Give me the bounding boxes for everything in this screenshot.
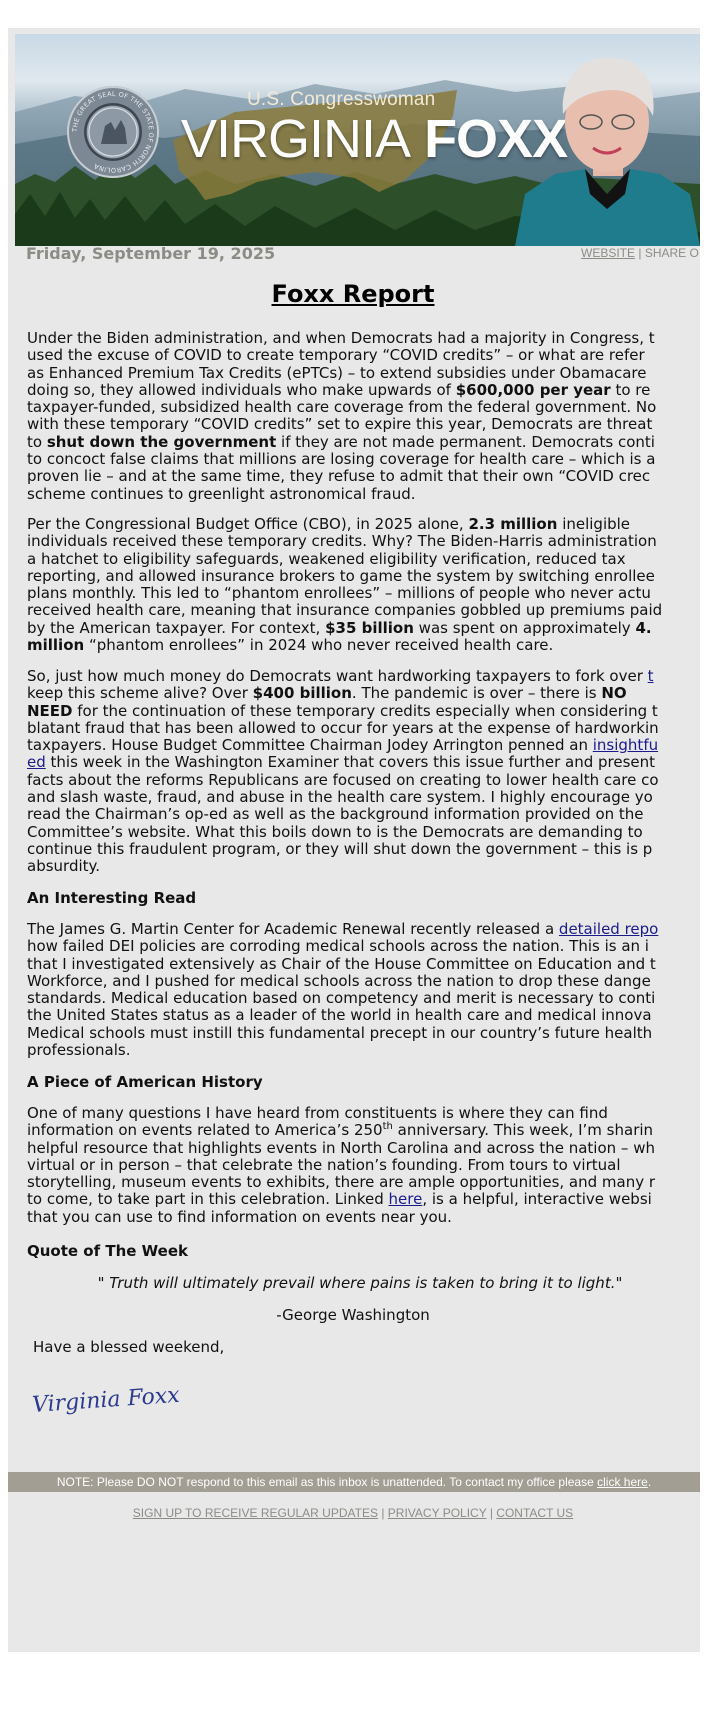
text-span: . The pandemic is over – there is bbox=[351, 684, 602, 703]
privacy-policy-link[interactable]: PRIVACY POLICY bbox=[387, 1506, 487, 1520]
text-line: and slash waste, fraud, and abuse in the health care system. I highly encourage yo bbox=[27, 788, 653, 807]
text-line bbox=[27, 516, 717, 533]
text-line bbox=[27, 921, 717, 938]
text-line: proven lie – and at the same time, they refuse to admit that their own “COVID crec bbox=[27, 467, 651, 486]
banner-subtitle: U.S. Congresswoman bbox=[247, 89, 436, 110]
superscript: th bbox=[382, 1121, 393, 1133]
quote-text: " Truth will ultimately prevail where pains is taken to bring it to light." bbox=[97, 1274, 623, 1292]
website-link[interactable]: WEBSITE bbox=[581, 246, 636, 260]
text-span: So, just how much money do Democrats want hardworking taxpayers to fork over bbox=[27, 667, 648, 685]
text-span: to come, to take part in this celebration. Linked bbox=[27, 1190, 389, 1209]
notice-text: NOTE: Please DO NOT respond to this email as this inbox is unattended. To contact my office please bbox=[56, 1475, 598, 1489]
text-line: that you can use to find information on events near you. bbox=[27, 1207, 452, 1226]
bold-text: $600,000 per year bbox=[455, 380, 611, 399]
paragraph-400-billion bbox=[27, 668, 717, 876]
text-line: facts about the reforms Republicans are focused on creating to lower health care co bbox=[27, 770, 659, 789]
seal-text: THE GREAT SEAL OF THE STATE OF NORTH CAROLINA bbox=[70, 89, 156, 175]
text-line bbox=[27, 1191, 717, 1208]
signature-image bbox=[30, 1370, 181, 1430]
text-line bbox=[27, 434, 717, 451]
bold-text: $400 billion bbox=[252, 684, 352, 703]
text-line: One of many questions I have heard from constituents is where they can find bbox=[27, 1104, 608, 1122]
text-line: scheme continues to greenlight astronomical fraud. bbox=[27, 484, 416, 503]
here-link[interactable]: here bbox=[388, 1190, 423, 1209]
text-line bbox=[27, 685, 717, 702]
top-links-separator: | bbox=[635, 246, 645, 260]
text-span: doing so, they allowed individuals who make upwards of bbox=[27, 380, 456, 399]
paragraph-biden-covid-credits bbox=[27, 330, 717, 503]
notice-bar bbox=[8, 1472, 700, 1492]
text-line bbox=[27, 1122, 717, 1139]
quote-author: -George Washington bbox=[276, 1306, 430, 1324]
text-span: to bbox=[27, 432, 47, 451]
text-span: anniversary. This week, I’m sharin bbox=[392, 1121, 654, 1140]
heading-interesting-read: An Interesting Read bbox=[27, 889, 197, 907]
text-line: helpful resource that highlights events in North Carolina and across the nation – wh bbox=[27, 1138, 655, 1157]
signup-link[interactable]: SIGN UP TO RECEIVE REGULAR UPDATES bbox=[132, 1506, 378, 1520]
text-line: individuals received these temporary credits. Why? The Biden-Harris administration bbox=[27, 532, 657, 551]
text-line: virtual or in person – that celebrate the nation’s founding. From tours to virtual bbox=[27, 1155, 621, 1174]
text-line: plans monthly. This led to “phantom enrollees” – millions of people who never actu bbox=[27, 584, 651, 603]
text-line: that I investigated extensively as Chair of the House Committee on Education and t bbox=[27, 954, 656, 973]
text-span: ineligible bbox=[557, 515, 631, 533]
banner-name bbox=[181, 109, 568, 169]
text-line: continue this fraudulent program, or they will shut down the government – this is p bbox=[27, 839, 653, 858]
text-span: “phantom enrollees” in 2024 who never received health care. bbox=[84, 636, 554, 655]
text-line: how failed DEI policies are corroding medical schools across the nation. This is an i bbox=[27, 937, 649, 956]
report-title: Foxx Report bbox=[271, 280, 435, 308]
notice-end: . bbox=[647, 1475, 652, 1489]
paragraph-cbo-phantom-enrollees bbox=[27, 516, 717, 654]
text-line bbox=[27, 703, 717, 720]
bold-text: 4. bbox=[635, 618, 652, 637]
text-span: The James G. Martin Center for Academic Renewal recently released a bbox=[27, 920, 559, 938]
text-span: information on events related to America’s 250 bbox=[27, 1121, 383, 1140]
heading-quote-of-week: Quote of The Week bbox=[27, 1242, 188, 1260]
closing-line: Have a blessed weekend, bbox=[33, 1338, 225, 1356]
contact-us-link[interactable]: CONTACT US bbox=[496, 1506, 574, 1520]
footer-separator: | bbox=[486, 1506, 497, 1520]
text-line: a hatchet to eligibility safeguards, weakened eligibility verification, reduced tax bbox=[27, 549, 626, 568]
text-line: Under the Biden administration, and when Democrats had a majority in Congress, t bbox=[27, 329, 655, 347]
text-span: was spent on approximately bbox=[413, 618, 636, 637]
issue-date: Friday, September 19, 2025 bbox=[26, 244, 276, 263]
text-line: used the excuse of COVID to create temporary “COVID credits” – or what are refer bbox=[27, 346, 645, 365]
text-span: to re bbox=[610, 380, 651, 399]
text-line bbox=[27, 754, 717, 771]
text-line bbox=[27, 737, 717, 754]
bold-text: 2.3 million bbox=[468, 515, 558, 533]
insightful-oped-link[interactable]: insightfu bbox=[592, 736, 659, 755]
top-links bbox=[581, 246, 699, 260]
text-span: keep this scheme alive? Over bbox=[27, 684, 253, 703]
text-span: by the American taxpayer. For context, bbox=[27, 618, 326, 637]
footer-links bbox=[0, 1506, 706, 1520]
text-line: professionals. bbox=[27, 1041, 131, 1060]
text-line: Medical schools must instill this fundamental precept in our country’s future health bbox=[27, 1023, 653, 1042]
text-line: as Enhanced Premium Tax Credits (ePTCs) – to extend subsidies under Obamacare bbox=[27, 363, 647, 382]
state-seal-icon bbox=[67, 86, 159, 178]
text-span: Per the Congressional Budget Office (CBO), in 2025 alone, bbox=[27, 515, 469, 533]
text-line: with these temporary “COVID credits” set to expire this year, Democrats are threat bbox=[27, 415, 653, 434]
bold-text: shut down the government bbox=[46, 432, 277, 451]
text-line: blatant fraud that has been allowed to occur for years at the expense of hardworkin bbox=[27, 718, 659, 737]
text-line: Workforce, and I pushed for medical schools across the nation to drop these dange bbox=[27, 971, 651, 990]
bold-text: NEED bbox=[27, 701, 73, 720]
text-line: received health care, meaning that insurance companies gobbled up premiums paid bbox=[27, 601, 663, 620]
text-line: absurdity. bbox=[27, 857, 101, 876]
text-line: standards. Medical education based on competency and merit is necessary to conti bbox=[27, 989, 656, 1008]
insightful-oped-link[interactable]: ed bbox=[27, 753, 46, 772]
header-banner bbox=[15, 34, 700, 246]
signature-text: Virginia Foxx bbox=[31, 1382, 181, 1419]
banner-name-first: VIRGINIA bbox=[181, 109, 411, 169]
text-line: taxpayer-funded, subsidized health care coverage from the federal government. No bbox=[27, 398, 657, 417]
heading-american-history: A Piece of American History bbox=[27, 1073, 263, 1091]
bold-text: $35 billion bbox=[325, 618, 414, 637]
text-line: reporting, and allowed insurance brokers to game the system by switching enrollee bbox=[27, 566, 655, 585]
text-span: if they are not made permanent. Democrats conti bbox=[276, 432, 655, 451]
text-span: taxpayers. House Budget Committee Chairman Jodey Arrington penned an bbox=[27, 736, 593, 755]
text-line: to concoct false claims that millions are losing coverage for health care – which is a bbox=[27, 450, 656, 469]
text-line: the United States status as a leader of the world in health care and medical innova bbox=[27, 1006, 652, 1025]
text-line bbox=[27, 668, 717, 685]
paragraph-martin-center bbox=[27, 921, 717, 1059]
click-here-link[interactable]: click here bbox=[597, 1475, 648, 1489]
text-span: , is a helpful, interactive websi bbox=[422, 1190, 652, 1209]
text-line: read the Chairman’s op-ed as well as the background information provided on the bbox=[27, 805, 644, 824]
footer-separator: | bbox=[377, 1506, 388, 1520]
bold-text: million bbox=[27, 636, 85, 655]
banner-name-last: FOXX bbox=[424, 109, 568, 169]
congresswoman-portrait bbox=[515, 44, 700, 246]
text-line: Committee’s website. What this boils down to is the Democrats are demanding to bbox=[27, 822, 643, 841]
text-span: for the continuation of these temporary credits especially when considering t bbox=[72, 701, 658, 720]
text-span: this week in the Washington Examiner that covers this issue further and present bbox=[45, 753, 656, 772]
share-link[interactable]: SHARE O bbox=[644, 246, 699, 260]
text-line bbox=[27, 620, 717, 637]
text-line: storytelling, museum events to exhibits, there are ample opportunities, and many r bbox=[27, 1173, 656, 1192]
bold-text: NO bbox=[601, 684, 627, 703]
text-link[interactable]: t bbox=[647, 667, 654, 685]
paragraph-250th-anniversary bbox=[27, 1105, 717, 1226]
text-line bbox=[27, 382, 717, 399]
text-line bbox=[27, 637, 717, 654]
detailed-report-link[interactable]: detailed repo bbox=[558, 920, 659, 938]
